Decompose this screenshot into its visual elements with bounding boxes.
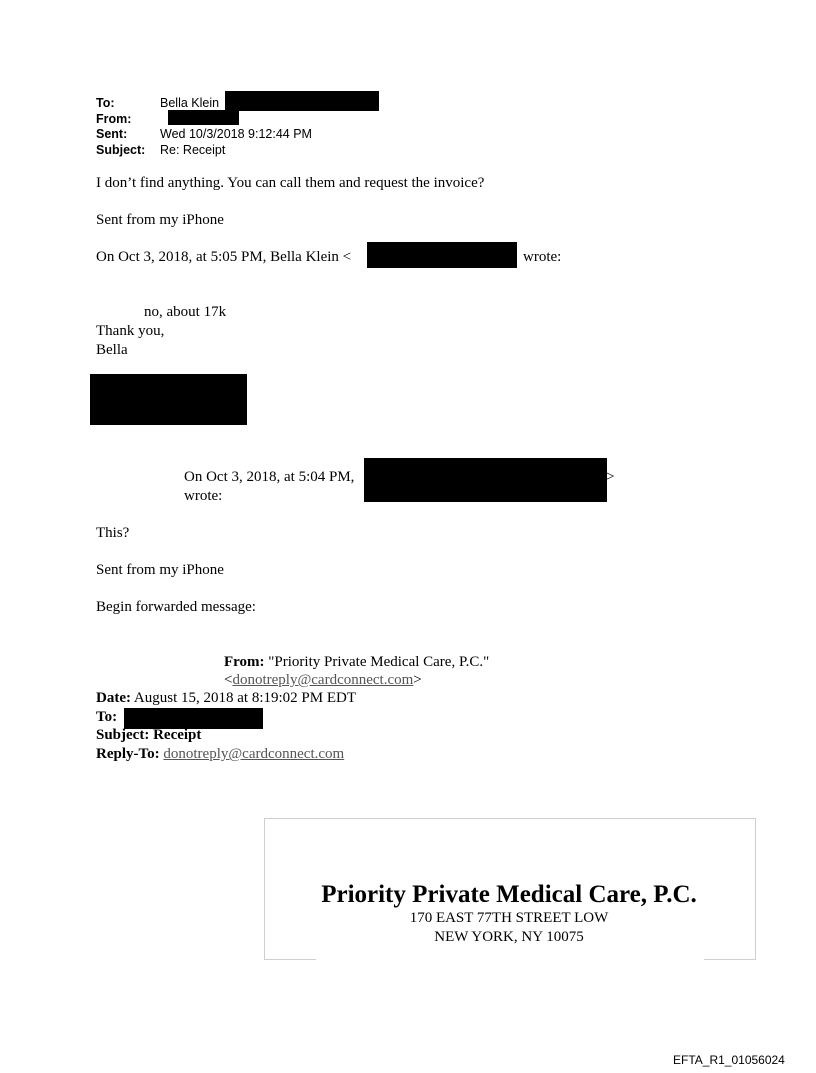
fwd-from-email-close: >: [413, 672, 422, 688]
fwd-replyto-line: [96, 745, 344, 763]
message-line: I don’t find anything. You can call them and request the invoice?: [96, 175, 485, 191]
signature-line: Sent from my iPhone: [96, 212, 224, 228]
subject-label: Subject:: [96, 143, 146, 157]
redaction-sender-2: [364, 458, 607, 502]
fwd-subject-label: Subject:: [96, 727, 150, 743]
thanks-line: Thank you,: [96, 323, 165, 339]
from-label: From:: [96, 112, 132, 126]
redaction-bella-email: [367, 242, 517, 268]
fwd-to-label: To:: [96, 709, 118, 725]
this-line: This?: [96, 525, 130, 541]
receipt-border-right: [704, 959, 755, 960]
to-label: To:: [96, 96, 115, 110]
redaction-signature-block: [90, 374, 247, 425]
fwd-from-line: [224, 653, 489, 671]
receipt-company: Priority Private Medical Care, P.C.: [321, 881, 697, 908]
fwd-date-line: [96, 689, 356, 707]
quote-bracket-2: >: [606, 469, 615, 485]
sent-value: Wed 10/3/2018 9:12:44 PM: [160, 127, 312, 141]
fwd-from-value: "Priority Private Medical Care, P.C.": [268, 654, 490, 670]
fwd-replyto-link[interactable]: donotreply@cardconnect.com: [163, 746, 345, 762]
fwd-from-email-line: [224, 671, 422, 689]
forwarded-line: Begin forwarded message:: [96, 599, 256, 615]
name-line: Bella: [96, 342, 128, 358]
quote-wrote-1: wrote:: [523, 249, 562, 265]
fwd-subject-line: [96, 726, 201, 744]
signature-line-2: Sent from my iPhone: [96, 562, 224, 578]
receipt-border-left: [264, 959, 316, 960]
fwd-from-label: From:: [224, 654, 265, 670]
quote-header-1: On Oct 3, 2018, at 5:05 PM, Bella Klein <: [96, 249, 352, 265]
quote-wrote-2: wrote:: [184, 488, 223, 504]
fwd-subject-value: Receipt: [153, 727, 202, 743]
to-value: Bella Klein: [160, 96, 220, 110]
fwd-from-email-open: <: [224, 672, 233, 688]
redaction-to-email: [225, 91, 379, 111]
fwd-date-label: Date:: [96, 690, 131, 706]
fwd-replyto-label: Reply-To:: [96, 746, 160, 762]
sent-label: Sent:: [96, 127, 128, 141]
receipt-address-2: NEW YORK, NY 10075: [434, 929, 584, 945]
document-id: EFTA_R1_01056024: [673, 1053, 785, 1067]
receipt-address-1: 170 EAST 77TH STREET LOW: [409, 910, 609, 926]
fwd-date-value: August 15, 2018 at 8:19:02 PM EDT: [133, 690, 357, 706]
fwd-from-email-link[interactable]: donotreply@cardconnect.com: [232, 672, 414, 688]
redaction-from: [168, 110, 239, 125]
quote-header-2: On Oct 3, 2018, at 5:04 PM,: [184, 469, 355, 485]
reply-text: no, about 17k: [144, 304, 227, 320]
subject-value: Re: Receipt: [160, 143, 226, 157]
